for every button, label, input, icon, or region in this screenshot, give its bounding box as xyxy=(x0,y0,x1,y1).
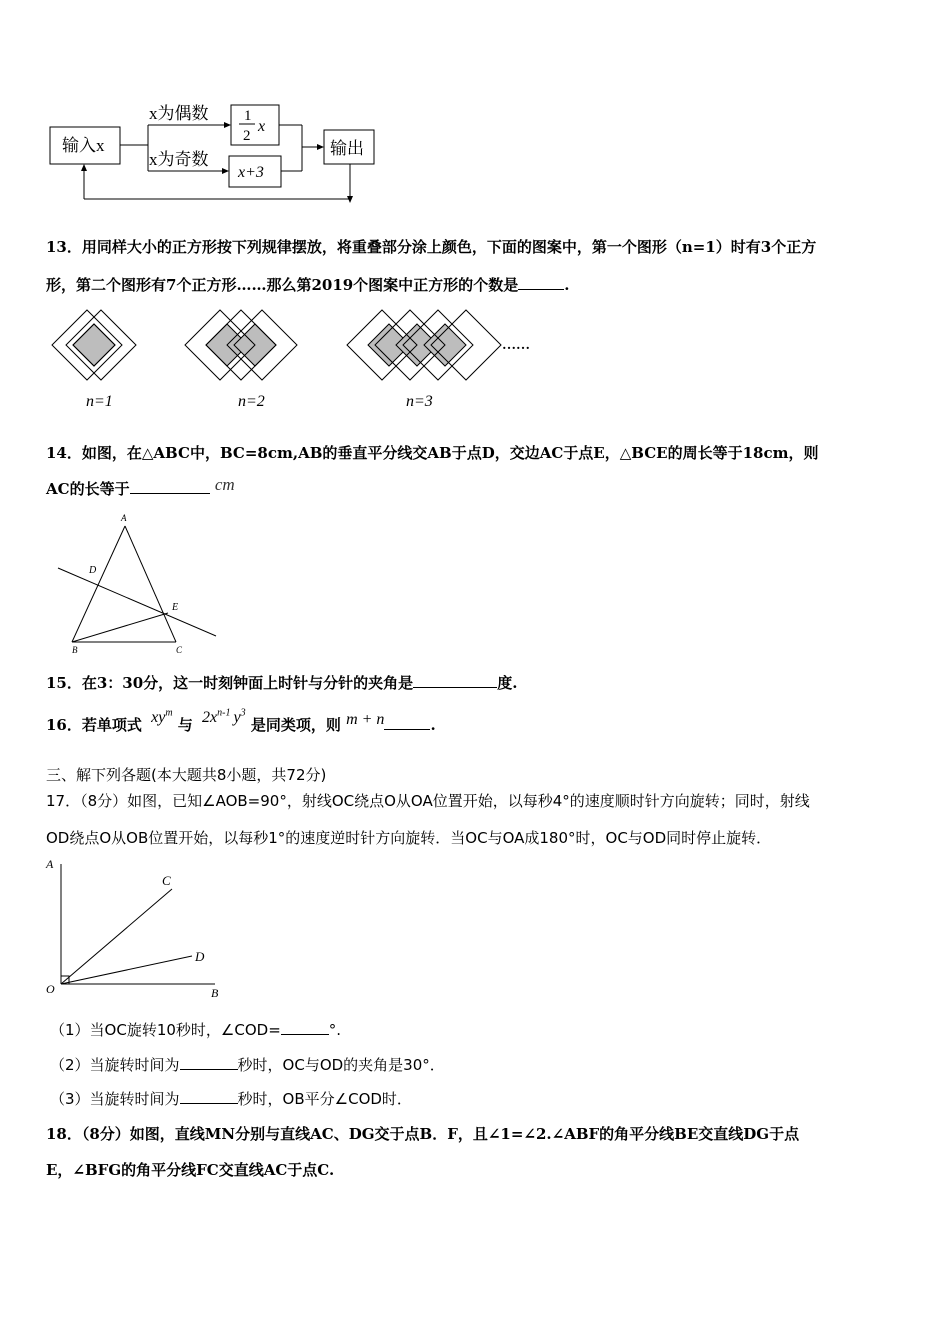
point-c: C xyxy=(176,645,183,655)
q14-unit: cm xyxy=(214,475,235,494)
q13-line2-text: 形，第二个图形有7个正方形……那么第2019个图案中正方形的个数是 xyxy=(46,276,519,294)
half-numerator: 1 xyxy=(244,108,252,124)
q15-line xyxy=(46,672,517,693)
point-a: A xyxy=(121,513,127,523)
triangle-abc-figure xyxy=(50,510,230,658)
section3-title: 三、解下列各题(本大题共8小题，共72分) xyxy=(46,766,327,784)
q14-line1: 14．如图，在△ABC中，BC=8cm,AB的垂直平分线交AB于点D，交边AC于点E，△BCE的周长等于18cm，则 xyxy=(46,444,819,462)
q17-sub1-post: °. xyxy=(328,1021,342,1039)
point-d-17: D xyxy=(195,949,205,964)
q17-sub2-blank[interactable] xyxy=(180,1055,238,1070)
output-label: 输出 xyxy=(330,139,364,158)
q13-line2 xyxy=(46,274,569,295)
q16-mid: 与 xyxy=(177,716,193,734)
point-o-17: O xyxy=(46,982,55,996)
flowchart-diagram xyxy=(40,95,390,210)
q17-sub3 xyxy=(50,1088,412,1109)
q16-expr: m + n xyxy=(346,711,385,728)
half-var: x xyxy=(258,118,266,135)
plus3-label: x+3 xyxy=(238,164,264,181)
pattern-label-n1: n=1 xyxy=(86,393,113,410)
q16-mono1: $xy^m$ xyxy=(151,707,173,726)
q17-sub2-text: （2）当旋转时间为 xyxy=(50,1056,180,1074)
point-c-17: C xyxy=(162,873,171,888)
pattern1-overlap xyxy=(73,324,115,366)
q17-sub1-blank[interactable] xyxy=(281,1020,329,1035)
q16-mid2: 是同类项，则 xyxy=(250,716,341,734)
pattern-ellipsis: …… xyxy=(502,338,530,353)
q14-line2-text: AC的长等于 xyxy=(46,480,130,498)
q17-sub1-text: （1）当OC旋转10秒时，∠COD= xyxy=(50,1021,281,1039)
odd-label: x为奇数 xyxy=(149,150,209,169)
q14-line2 xyxy=(46,475,235,499)
point-d: D xyxy=(89,565,97,576)
pattern-label-n3: n=3 xyxy=(406,393,433,410)
point-b: B xyxy=(72,645,78,655)
q18-line1: 18．（8分）如图，直线MN分别与直线AC、DG交于点B．F，且∠1=∠2.∠ABF的角平分线BE交直线DG于点 xyxy=(46,1125,800,1143)
q16-answer-blank[interactable] xyxy=(384,715,430,730)
q16-text: 16．若单项式 xyxy=(46,716,142,734)
q13-line1: 13．用同样大小的正方形按下列规律摆放，将重叠部分涂上颜色，下面的图案中，第一个图形（n=1）时有3个正方 xyxy=(46,238,817,256)
q16-post: . xyxy=(430,716,436,734)
even-label: x为偶数 xyxy=(149,104,209,123)
q17-line1: 17．（8分）如图，已知∠AOB=90°，射线OC绕点O从OA位置开始，以每秒4°的速度顺时针方向旋转；同时，射线 xyxy=(46,792,810,810)
q14-answer-blank[interactable] xyxy=(130,479,210,494)
q17-sub1 xyxy=(50,1019,341,1040)
q16-line xyxy=(46,707,436,735)
q17-sub3-blank[interactable] xyxy=(180,1089,238,1104)
q15-text: 15．在3：30分，这一时刻钟面上时针与分针的夹角是 xyxy=(46,674,414,692)
point-e: E xyxy=(172,602,179,613)
angle-aob-figure xyxy=(40,852,230,1002)
q13-answer-blank[interactable] xyxy=(518,275,564,290)
q17-line2: OD绕点O从OB位置开始，以每秒1°的速度逆时针方向旋转．当OC与OA成180°时，OC与OD同时停止旋转． xyxy=(46,829,772,847)
point-a-17: A xyxy=(46,857,54,871)
q15-post: 度. xyxy=(497,674,518,692)
q16-mono2: $2x^{n-1}$ $y^3$ xyxy=(202,707,246,726)
point-b-17: B xyxy=(211,986,219,1000)
q17-sub2-post: 秒时，OC与OD的夹角是30°． xyxy=(237,1056,445,1074)
q17-sub3-text: （3）当旋转时间为 xyxy=(50,1090,180,1108)
q15-answer-blank[interactable] xyxy=(413,673,497,688)
half-box xyxy=(231,105,279,145)
half-denominator: 2 xyxy=(243,128,251,144)
q17-sub3-post: 秒时，OB平分∠COD时． xyxy=(237,1090,412,1108)
square-pattern-figure xyxy=(44,305,564,420)
q13-period: . xyxy=(564,276,570,294)
q17-sub2 xyxy=(50,1054,445,1075)
q18-line2: E，∠BFG的角平分线FC交直线AC于点C. xyxy=(46,1161,335,1179)
input-label: 输入x xyxy=(62,136,105,155)
pattern-label-n2: n=2 xyxy=(238,393,265,410)
